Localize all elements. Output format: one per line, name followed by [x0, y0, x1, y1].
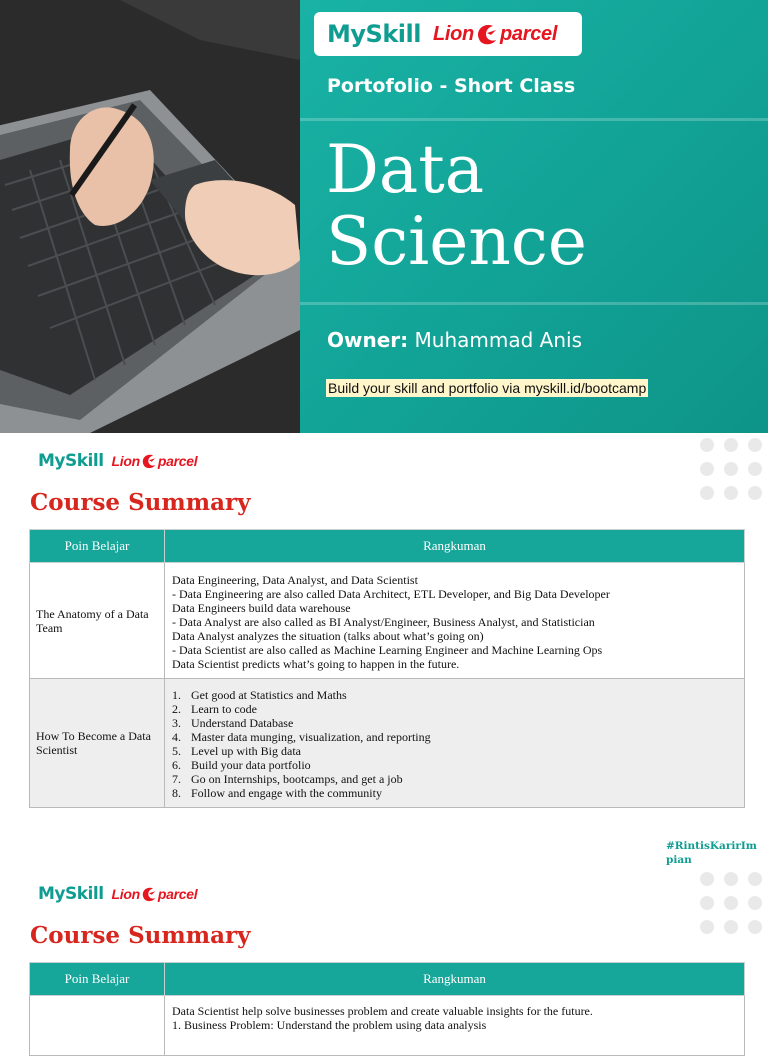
decorative-dots	[700, 872, 762, 934]
owner-name: Muhammad Anis	[414, 328, 582, 352]
myskill-logo-text: MySkill	[327, 20, 421, 48]
rangkuman-cell	[165, 679, 745, 808]
course-summary-table	[29, 962, 745, 1056]
cover-title	[326, 131, 587, 280]
owner	[327, 328, 582, 352]
cover-page	[0, 0, 768, 433]
column-header-poin: Poin Belajar	[30, 963, 165, 996]
column-header-rangkuman: Rangkuman	[165, 963, 745, 996]
column-header-poin: Poin Belajar	[30, 530, 165, 563]
laptop-photo	[0, 0, 300, 433]
lion-mark-icon	[474, 21, 500, 47]
list-item: 1. Get good at Statistics and Maths	[172, 688, 347, 702]
column-header-rangkuman: Rangkuman	[165, 530, 745, 563]
summary-line: Data Engineering, Data Analyst, and Data Scientist	[172, 572, 418, 587]
section-heading: Course Summary	[30, 922, 251, 949]
decorative-band	[300, 302, 768, 305]
parcel-logo-text: parcel	[499, 22, 558, 45]
brand-logo	[314, 12, 582, 56]
cover-title-line1: Data	[326, 131, 485, 208]
table-row	[30, 679, 745, 808]
list-item: 6. Build your data portfolio	[172, 758, 311, 772]
summary-line: Data Analyst analyzes the situation (talks about what’s going on)	[172, 628, 484, 643]
myskill-logo-text: MySkill	[38, 884, 104, 904]
list-item: 4. Master data munging, visualization, and reporting	[172, 730, 431, 744]
cover-panel	[300, 0, 768, 433]
decorative-dots	[700, 438, 762, 500]
lion-mark-icon	[140, 452, 158, 470]
list-item: 2. Learn to code	[172, 702, 257, 716]
list-item: 3. Understand Database	[172, 716, 294, 730]
list-item: 7. Go on Internships, bootcamps, and get a job	[172, 772, 403, 786]
rangkuman-cell	[165, 563, 745, 679]
poin-cell: The Anatomy of a Data Team	[30, 563, 165, 679]
cover-title-line2: Science	[326, 203, 587, 280]
section-heading: Course Summary	[30, 489, 251, 516]
list-item: 5. Level up with Big data	[172, 744, 301, 758]
poin-cell	[30, 996, 165, 1056]
table-header-row	[30, 963, 745, 996]
list-item: 8. Follow and engage with the community	[172, 786, 382, 800]
lion-mark-icon	[140, 885, 158, 903]
section-brand-logo: MySkill Lion parcel	[38, 884, 198, 904]
summary-line: Data Scientist predicts what’s going to happen in the future.	[172, 656, 460, 671]
myskill-logo-text: MySkill	[38, 451, 104, 471]
rangkuman-cell	[165, 996, 745, 1056]
summary-line: Data Engineers build data warehouse	[172, 600, 351, 615]
summary-line: - Data Engineering are also called Data Architect, ETL Developer, and Big Data Developer	[172, 586, 610, 601]
table-header-row	[30, 530, 745, 563]
course-summary-table	[29, 529, 745, 808]
course-summary-section	[0, 433, 768, 866]
section-brand-logo: MySkill Lion parcel	[38, 451, 198, 471]
cover-subtitle: Portofolio - Short Class	[327, 75, 576, 97]
table-row	[30, 996, 745, 1056]
poin-cell: How To Become a Data Scientist	[30, 679, 165, 808]
laptop-illustration	[0, 0, 300, 433]
summary-line: Data Scientist help solve businesses problem and create valuable insights for the future.	[172, 1004, 593, 1018]
summary-line: - Data Analyst are also called as BI Analyst/Engineer, Business Analyst, and Statistician	[172, 614, 595, 629]
summary-line: 1. Business Problem: Understand the problem using data analysis	[172, 1018, 487, 1032]
hashtag: #RintisKarirImpian	[666, 840, 757, 866]
cover-tagline: Build your skill and portfolio via myskill.id/bootcamp	[328, 380, 647, 396]
owner-label: Owner:	[327, 328, 409, 352]
table-row	[30, 563, 745, 679]
lionparcel-logo-text: Lion	[432, 22, 474, 45]
decorative-band	[300, 118, 768, 121]
summary-line: - Data Scientist are also called as Machine Learning Engineer and Machine Learning Ops	[172, 642, 603, 657]
course-summary-section	[0, 866, 768, 1032]
